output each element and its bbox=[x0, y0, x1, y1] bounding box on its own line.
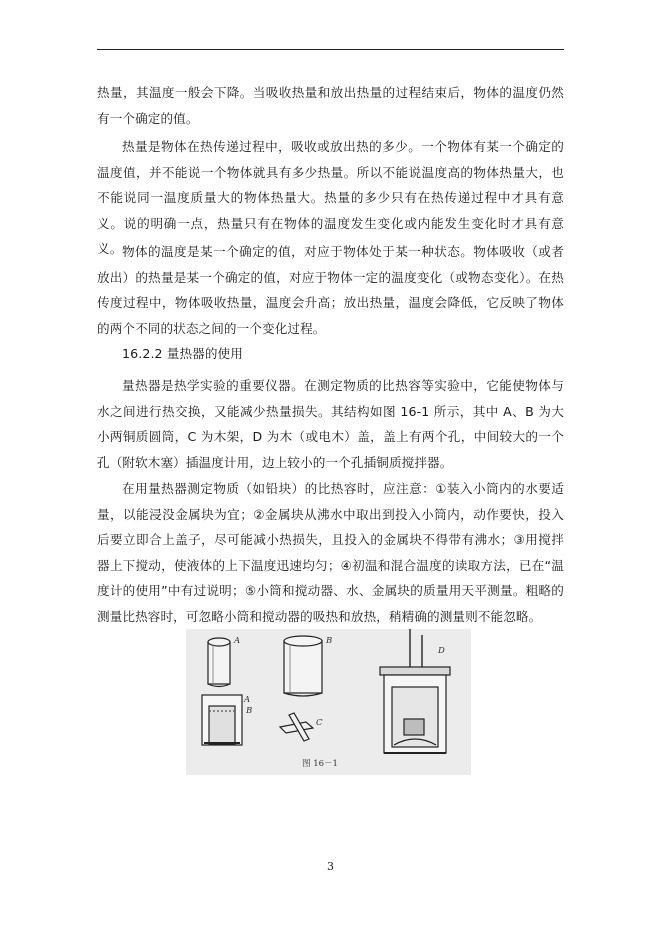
paragraph-temperature-state: 物体的温度是某一个确定的值，对应于物体处于某一种状态。物体吸收（或者放出）的热量是某一个确定的值，对应于物体一定的温度变化（或物态变化）。在热传度过程中，物体吸收热量，温度会升高；放出热量，温度会降低，它反映了物体的两个不同的状态之间的一个变化过程。 bbox=[97, 244, 564, 336]
label-a-nested: A bbox=[244, 695, 251, 705]
paragraph-calorimeter-structure: 量热器是热学实验的重要仪器。在测定物质的比热容等实验中，它能使物体与水之间进行热交换，又能减少热量损失。其结构如图 16-1 所示，其中 A、B 为大小两铜质圆筒，C 为木架，D 为木（或电木）盖，盖上有两个孔，中间较大的一个孔（附软木塞）插温度计用，边上较小的一个孔插铜质搅拌器。 bbox=[97, 378, 564, 470]
calorimeter-diagram bbox=[186, 629, 471, 775]
large-cylinder-b bbox=[284, 636, 322, 696]
nested-cylinders-with-water bbox=[202, 695, 242, 745]
wooden-stand-c bbox=[280, 713, 313, 741]
label-d: D bbox=[438, 646, 445, 656]
page-number: 3 bbox=[327, 860, 334, 873]
label-b-nested: B bbox=[246, 706, 253, 716]
label-a: A bbox=[234, 636, 241, 646]
label-c: C bbox=[316, 718, 323, 728]
figure-caption: 图 16－1 bbox=[302, 759, 338, 769]
paragraph-calorimeter-usage: 在用量热器测定物质（如铅块）的比热容时，应注意：①装入小筒内的水要适量，以能浸没金属块为宜；②金属块从沸水中取出到投入小筒内，动作要快，投入后要立即合上盖子，尽可能减小热损失，且投入的金属块不得带有沸水；③用搅拌器上下搅动，使液体的上下温度迅速均匀；④初温和混合温度的读取方法，已在“温度计的使用”中有过说明；⑤小筒和搅动器、水、金属块的质量用天平测量。粗略的测量比热容时，可忽略小筒和搅动器的吸热和放热，稍精确的测量则不能忽略。 bbox=[97, 481, 564, 624]
section-heading: 16.2.2 量热器的使用 bbox=[122, 346, 243, 361]
label-b: B bbox=[326, 636, 333, 646]
small-cylinder-a bbox=[208, 638, 230, 687]
paragraph-continuation: 热量，其温度一般会下降。当吸收热量和放出热量的过程结束后，物体的温度仍然有一个确定的值。 bbox=[97, 85, 564, 126]
header-rule bbox=[97, 49, 564, 50]
calorimeter-figure bbox=[186, 629, 471, 775]
paragraph-heat-definition: 热量是物体在热传递过程中，吸收或放出热的多少。一个物体有某一个确定的温度值，并不能说一个物体就具有多少热量。所以不能说温度高的物体热量大，也不能说同一温度质量大的物体热量大。热量的多少只有在热传递过程中才具有意义。说的明确一点，热量只有在物体的温度发生变化或内能发生变化时才具有意义。 bbox=[97, 139, 564, 256]
